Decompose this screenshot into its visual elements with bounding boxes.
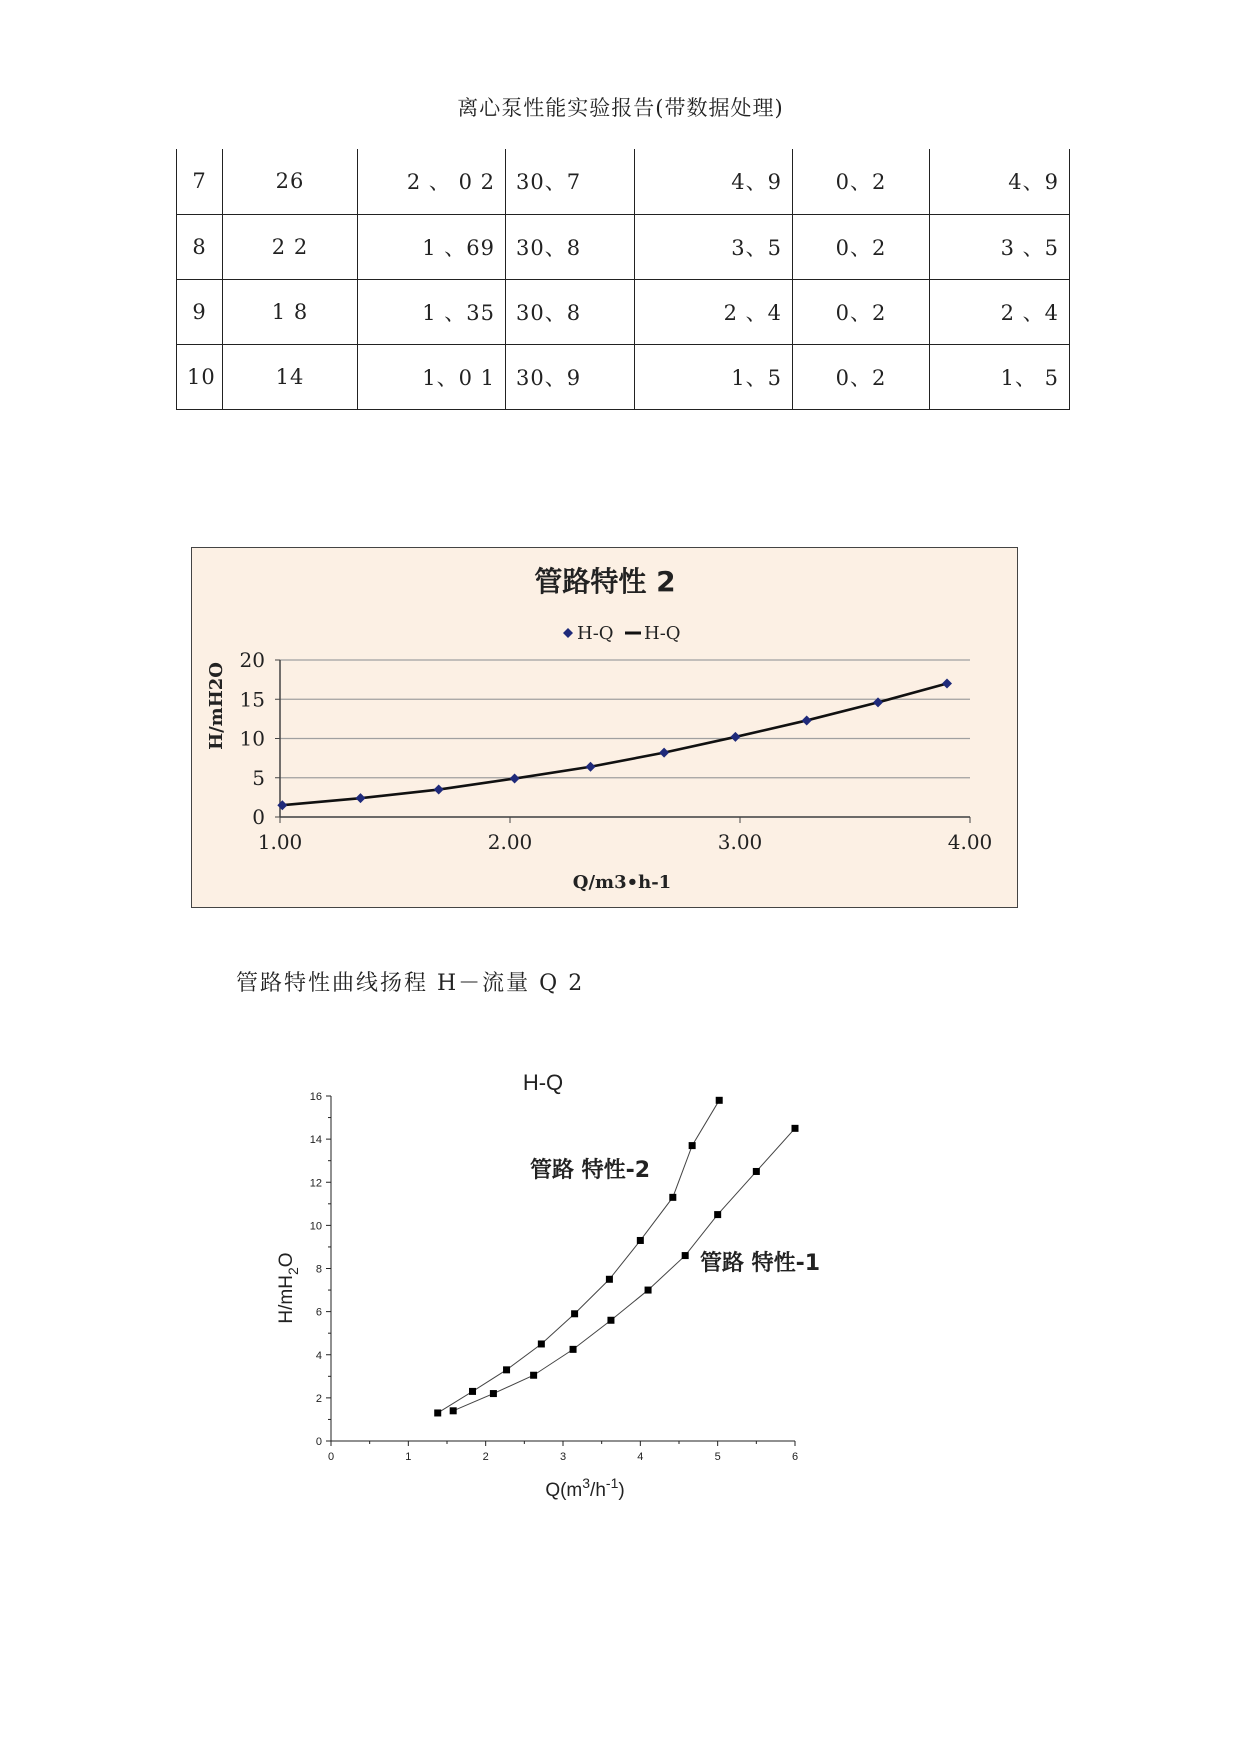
chart-title: 管路特性 2 — [534, 565, 676, 598]
data-point — [530, 1372, 537, 1379]
x-tick-label: 0 — [327, 1451, 335, 1463]
table-cell: 0、2 — [793, 214, 930, 279]
y-tick-label: 20 — [239, 648, 265, 672]
chart-legend — [563, 623, 681, 644]
table-cell: 7 — [177, 149, 223, 214]
data-point — [716, 1097, 723, 1104]
data-point — [689, 1142, 696, 1149]
x-tick-label: 2 — [482, 1451, 489, 1463]
y-tick-label: 0 — [315, 1436, 322, 1448]
pipeline-characteristic-chart-2 — [191, 547, 1018, 908]
table-row — [177, 279, 1070, 344]
x-tick-label: 1 — [405, 1451, 412, 1463]
y-tick-label: 6 — [315, 1306, 322, 1319]
data-point — [645, 1287, 652, 1294]
data-point — [570, 1346, 577, 1353]
table-cell: 3 、5 — [930, 214, 1070, 279]
data-table — [176, 149, 1070, 410]
series-line — [438, 1100, 719, 1413]
table-row — [177, 344, 1070, 409]
table-cell: 30、7 — [506, 149, 635, 214]
table-cell: 3、5 — [635, 214, 793, 279]
legend-marker-icon — [563, 628, 573, 638]
data-point — [469, 1388, 476, 1395]
series-line — [282, 684, 947, 806]
table-cell: 10 — [177, 344, 223, 409]
data-point — [586, 762, 596, 772]
table-cell: 9 — [177, 279, 223, 344]
table-cell: 30、8 — [506, 279, 635, 344]
table-cell: 1 、35 — [358, 279, 506, 344]
x-tick-label: 2.00 — [487, 830, 533, 854]
data-point — [942, 679, 952, 689]
y-axis-label: H/mH2O — [206, 662, 227, 750]
data-point — [606, 1276, 613, 1283]
hq-comparison-chart — [260, 1060, 860, 1510]
table-cell: 1 8 — [223, 279, 358, 344]
table-cell: 30、8 — [506, 214, 635, 279]
data-point — [450, 1407, 457, 1414]
table-cell: 4、9 — [930, 149, 1070, 214]
legend-label: H-Q — [644, 623, 681, 644]
table-row — [177, 149, 1070, 214]
y-tick-label: 10 — [309, 1220, 322, 1233]
data-point — [637, 1237, 644, 1244]
x-axis-label: Q/m3•h-1 — [572, 872, 672, 893]
data-point — [792, 1125, 799, 1132]
data-point — [607, 1317, 614, 1324]
data-point — [730, 732, 740, 742]
y-tick-label: 4 — [315, 1349, 322, 1362]
y-tick-label: 10 — [239, 726, 265, 751]
series-label: 管路 特性-2 — [530, 1158, 651, 1183]
table-cell: 2 2 — [223, 214, 358, 279]
y-tick-label: 2 — [315, 1392, 322, 1405]
y-tick-label: 0 — [252, 805, 265, 829]
chart2-svg — [260, 1060, 860, 1510]
table-cell: 1、 5 — [930, 344, 1070, 409]
series-label: 管路 特性-1 — [700, 1251, 821, 1276]
y-tick-label: 16 — [309, 1091, 322, 1103]
data-point — [490, 1390, 497, 1397]
table-cell: 2 、4 — [635, 279, 793, 344]
y-tick-label: 5 — [252, 765, 265, 790]
x-tick-label: 4.00 — [947, 830, 993, 854]
table-cell: 4、9 — [635, 149, 793, 214]
data-point — [503, 1366, 510, 1373]
y-tick-label: 8 — [315, 1263, 322, 1276]
data-point — [538, 1340, 545, 1347]
table-cell: 2 、 0 2 — [358, 149, 506, 214]
table-cell: 8 — [177, 214, 223, 279]
data-point — [510, 774, 520, 784]
data-point — [434, 1409, 441, 1416]
data-point — [356, 793, 366, 803]
x-tick-label: 6 — [791, 1451, 799, 1463]
x-tick-label: 3 — [559, 1451, 567, 1463]
table-cell: 1 、69 — [358, 214, 506, 279]
data-point — [714, 1211, 721, 1218]
x-axis-label: $Q(m^3/h^{-1})$ — [545, 1475, 625, 1501]
data-point — [571, 1310, 578, 1317]
table-cell: 0、2 — [793, 344, 930, 409]
data-point — [669, 1194, 676, 1201]
data-point — [802, 715, 812, 725]
table-cell: 2 、4 — [930, 279, 1070, 344]
plot-area — [310, 1091, 799, 1463]
table-row — [177, 214, 1070, 279]
chart-title: H-Q — [522, 1070, 564, 1095]
y-tick-label: 12 — [309, 1177, 322, 1190]
chart1-svg — [192, 548, 1019, 909]
x-tick-label: 5 — [714, 1451, 721, 1463]
table-cell: 30、9 — [506, 344, 635, 409]
table-cell: 14 — [223, 344, 358, 409]
figure-caption: 管路特性曲线扬程 H－流量 Q 2 — [236, 971, 585, 996]
table-cell: 26 — [223, 149, 358, 214]
y-tick-label: 14 — [309, 1134, 322, 1147]
data-point — [753, 1168, 760, 1175]
table-cell: 0、2 — [793, 279, 930, 344]
page-title: 离心泵性能实验报告(带数据处理) — [457, 96, 784, 120]
x-tick-label: 1.00 — [257, 830, 303, 854]
data-point — [434, 785, 444, 795]
table-cell: 1、5 — [635, 344, 793, 409]
x-tick-label: 3.00 — [717, 830, 763, 854]
table-cell: 1、0 1 — [358, 344, 506, 409]
data-point — [682, 1252, 689, 1259]
data-point — [659, 748, 669, 758]
x-tick-label: 4 — [637, 1451, 644, 1463]
y-axis-label: $H/mH_2O$ — [276, 1252, 301, 1324]
legend-label: H-Q — [577, 623, 614, 644]
data-point — [277, 800, 287, 810]
plot-area — [240, 648, 993, 854]
y-tick-label: 15 — [239, 687, 265, 712]
table-cell: 0、2 — [793, 149, 930, 214]
